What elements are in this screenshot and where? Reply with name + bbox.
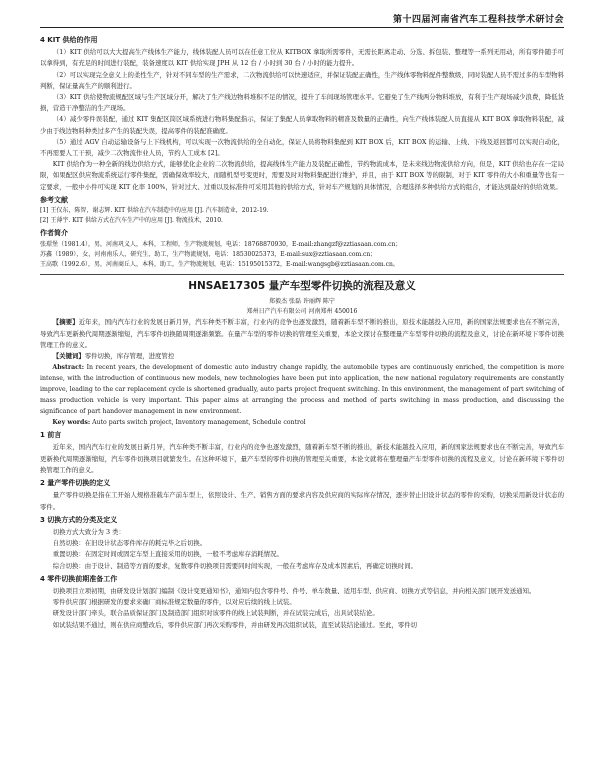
author-bio: 张璟堡（1981.4），男，河南巩义人，本科，工程师，生产物流规划，电话：18768870930，E-mail:zhangzf@zztiasaan.com.cn； [40,240,402,248]
content [40,33,564,631]
prev-paragraph-1: （1）KIT 供给可以大大提高生产线体生产能力，线体装配人员可以在任意工位从 KITBOX 拿取所需零件，无需长距离走动、分选、拆包装、整理等一系列无用动，所有零件随手可以拿得到，有充足的时间进行装配，装备速度以 KIT 供给实现 JPH 从 12 台 / 小时到 30 台 / 小时的能力提升。 [40,48,564,68]
prev-paragraph-5: （5）通过 AGV 自动运输设备与上下线机构，可以实现一次物流供给的全自动化，保证人员将物料集配到 KIT BOX 后，KIT BOX 的运输、上线、下线及返回都可以实现自动化，不再需要人工干预，减少二次物流作业人员，节约人工成本 [2]。 [40,137,564,158]
article-divider [40,274,564,275]
reference-item: [1] 王仅东，陈智，谢志辉. KIT 供给在汽车制造中的应用 [J]. 汽车制造业，2012-19. [40,207,269,215]
author-bio: 苏鑫（1989），女，河南南乐人，研究生，助工，生产物流规划，电话：18530025373，E-mail:sux@zztiasaan.com.cn； [40,250,377,258]
author-bio: 王高歌（1992.6），男，河南商丘人，本科，助工，生产物流规划，电话：15195015372，E-mail:wangsgb@zztiasaan.com.cn。 [40,261,399,269]
section-heading: 1 前言 [40,431,62,440]
prev-paragraph-2: （2）可以实现完全意义上的柔性生产，针对不同车型的生产需求，二次物流供给可以快速适应，并保证装配正确性，生产线体零物料配件整数级，同时装配人员不需过多的车型物料判断，保证量高生产的顺利进行。 [40,70,564,90]
section-paragraph: 量产零件切换是指在工开始人规格准载车产前车型上，依照设计、生产、销售方面的要求内容及供应商的实际库存情况，逐步替止旧设计状态的零件的采购，切换采用新设计状态的零件。 [40,491,564,511]
section-paragraph: 如试装结果不通过，则在供应商整改后，零件供应部门再次采购零件，并由研发再次组织试装，直至试装结论通过。至此，零件切 [52,620,418,629]
abstract-label: 【摘要】 [52,318,79,327]
section-paragraph: 重置切换：在固定时间或固定车型上直接采用的切换，一般不考虑库存消耗情况。 [52,550,283,559]
article-authors: 郑毅杰 张磊 许丽辉 陈宁 [269,298,335,306]
references-list [40,206,564,226]
section-heading: 2 量产零件切换的定义 [40,479,111,488]
section-paragraph: 切换方式大致分为 3 类： [52,527,125,536]
prev-paragraph-3: （3）KIT 供给使物流规配区域与生产区域分开，解决了生产线边物料堆积不足的情况，提升了车间现场管理水平。它避免了生产线两分物料堆放，有利于生产现场减少浪费，降低货损，营造干净整洁的生产现场。 [40,93,564,113]
section-paragraph: 综合切换：由于设计、制造等方面的要求，复数零件切换项目需要同时间实现，一般在考虑库存及成本因素后，再确定切换时间。 [52,561,418,570]
article-affiliation: 郑州日产汽车有限公司 河南郑州 450016 [246,308,358,316]
abstract [40,317,564,351]
english-keywords [40,417,564,428]
section-heading: 4 零件切换前期准备工作 [40,574,118,583]
reference-item: [2] 王薄宇. KIT 供给方式在汽车生产中的应用 [J]. 物流技术，2010. [40,217,223,225]
section-paragraph: 自然切换：在旧设计状态零件库存的耗完毕之后切换。 [52,539,207,548]
author-bios [40,240,564,271]
header-rule [40,27,564,28]
keywords-text: 零件切换，库存管理，进度管控 [84,352,175,361]
english-keywords-text: Auto parts switch project, Inventory management, Schedule control [92,419,306,427]
section-heading: 3 切换方式的分类及定义 [40,515,118,524]
english-abstract [40,362,564,417]
references-heading: 参考文献 [40,195,68,204]
english-keywords-label: Key words: [52,419,91,427]
article-title: HNSAE17305 量产车型零件切换的流程及意义 [188,280,416,293]
keywords-label: 【关键词】 [52,352,85,361]
section-paragraph: 切换项目立项初期，由研发设计划部门编制《设计变更通知书》，通知内包含零件号、件号、单车数量、适用车型、供应商、切换方式等信息，并向相关部门展开发送通知。 [52,586,536,595]
authors-heading: 作者简介 [40,229,68,238]
prev-paragraph-4: （4）减少零件误装配，通过 KIT 集配区筒区域系统进行物料集配指示，保证了集配人员拿取物料的精准及数量的正确性，向生产线体装配人员直接从 KIT BOX 拿取物料装配，减少由于线边物料种类过多产生的装配失误，提高零件的装配准确度。 [40,115,564,135]
running-header: 第十四届河南省汽车工程科技学术研讨会 [392,15,564,25]
prev-section-heading: 4 KIT 供给的作用 [40,36,98,44]
prev-paragraph-6: KIT 供给作为一种全新的线边供给方式，能够优化企业的二次物流供给，提高线体生产能力及装配正确性，节约物流成本，是未来线边物流供给方向，但是，KIT 供给也存在一定局限，如果配区供应物流系统运行零件集配，需确保效率较大，而随机型号变更时，需要及时对物料集配进行维护，并且，由于 KIT BOX 等的限制，对于 KIT 零件的大小和重量等也有一定要求，一般中小件可实现 KIT 化率 100%，针对过大、过重以及标准件可采用其他的供给方式，针对车产规划的具体情况，合理选择多种供给方式的组合，才能达到最好的供给效果。 [40,160,564,191]
section-paragraph: 研发设计部门牵头，联合品质保证部门及制造部门组织对该零件的线上试装判断，并在试装完成后，出具试装结论。 [52,609,379,618]
section-paragraph: 零件供应部门根据研发的要求来确厂商标准规定数量的零件，以对应后续的线上试装。 [52,598,296,607]
abstract-text: 近年来，国内汽车行业的发展日新月异，汽车种类不断丰富，行业内的竞争也逐发激烈，随着新车型不断的推出，原技术能越投入应用，新的国家法规要求也在不断完善，导致汽车更新换代周期逐渐缩短，汽车零件切换随周期逐渐频繁。在量产车型的零件切换的管理至关重要，本论文探讨在整理量产车型零件切换的流程及意义，讨论在新环境下零件切换管理工作的意义。 [40,318,564,349]
keywords [40,351,564,362]
english-abstract-label: Abstract: [52,364,85,372]
english-abstract-text: In recent years, the development of domestic auto industry change rapidly, the automobile types are continuously enriched, the competition is more intense, with the introduction of continuous new models, new technologies have been put into application, the new national regulatory requirements are constantly improve, leading to the car replacement cycle is shortened gradually, auto parts project frequent switching. In this environment, the management of part switching of mass production vehicle is very important. This paper aims at arranging the process and method of parts switching in mass production, and discussing the significance of part handover management in new environment. [40,364,564,416]
section-paragraph: 近年来，国内汽车行业的发展日新月异，汽车种类不断丰富，行业内的竞争也逐发激烈，随着新车型不断的推出，新技术能越投入应用，新的国家法规要求也在不断完善，导致汽车更新换代周期逐渐缩短，汽车零件切换项目就繁发生。在这种环境下，量产车型的零件切换的管理至关重要，本论文就将在整理量产车型零件切换的流程及意义，讨论在新环境下零件切换管理工作的意义。 [40,443,564,474]
